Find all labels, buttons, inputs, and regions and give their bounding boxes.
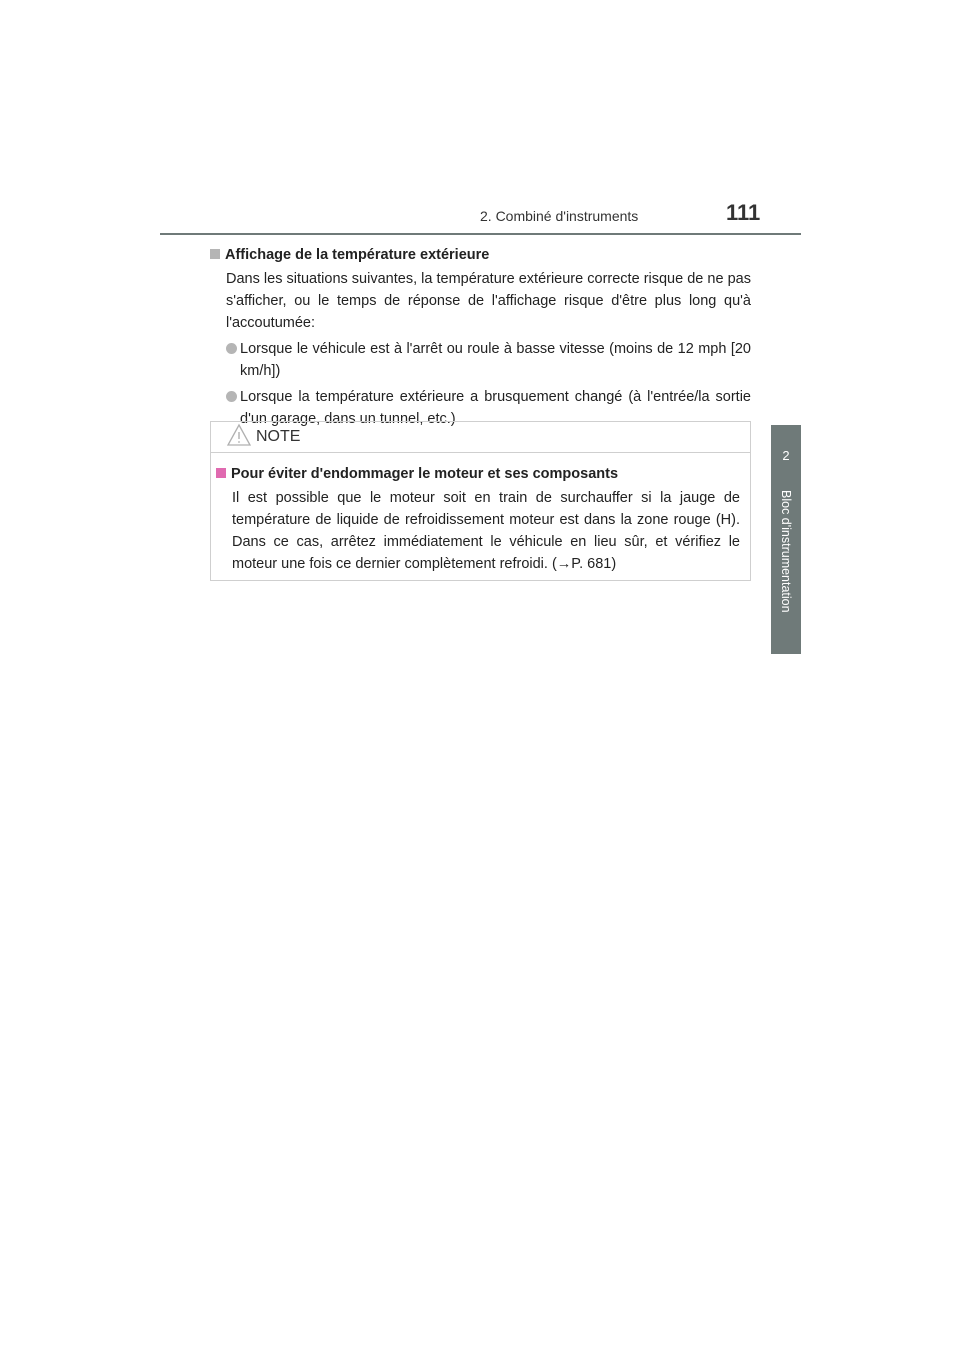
chapter-tab-number: 2	[771, 425, 801, 485]
square-bullet-icon	[210, 249, 220, 259]
section-heading: Affichage de la température extérieure	[210, 244, 751, 266]
note-heading: Pour éviter d'endommager le moteur et ses composants	[216, 463, 740, 485]
circle-bullet-icon	[226, 391, 237, 402]
header-divider	[160, 233, 801, 235]
section-intro: Dans les situations suivantes, la température extérieure correcte risque de ne pas s'afficher, ou le temps de réponse de l'affichage risque d'être plus long qu'à l'accoutumée:	[226, 271, 751, 331]
note-box	[210, 421, 751, 581]
chapter-tab-title: Bloc d'instrumentation	[779, 490, 793, 613]
note-header	[211, 422, 750, 453]
circle-bullet-icon	[226, 343, 237, 354]
note-body	[211, 453, 750, 575]
warning-triangle-icon	[226, 423, 252, 447]
note-text: Il est possible que le moteur soit en train de surchauffer si la jauge de température de liquide de refroidissement moteur est dans la zone rouge (H). Dans ce cas, arrêtez immédiatement le véhicule en lieu sûr, et vérifiez le moteur une fois ce dernier complètement refroidi. (→P. 681)	[232, 490, 740, 572]
list-item: Lorsque le véhicule est à l'arrêt ou roule à basse vitesse (moins de 12 mph [20 km/h])	[226, 338, 751, 382]
note-title: NOTE	[256, 428, 301, 445]
page-number: 111	[726, 200, 761, 225]
running-header-section: 2. Combiné d'instruments	[480, 208, 639, 224]
square-bullet-icon	[216, 468, 226, 478]
section-outside-temperature	[210, 244, 751, 430]
list-item: Lorsque la température extérieure a brusquement changé (à l'entrée/la sortie d'un garage, dans un tunnel, etc.)	[226, 386, 751, 430]
